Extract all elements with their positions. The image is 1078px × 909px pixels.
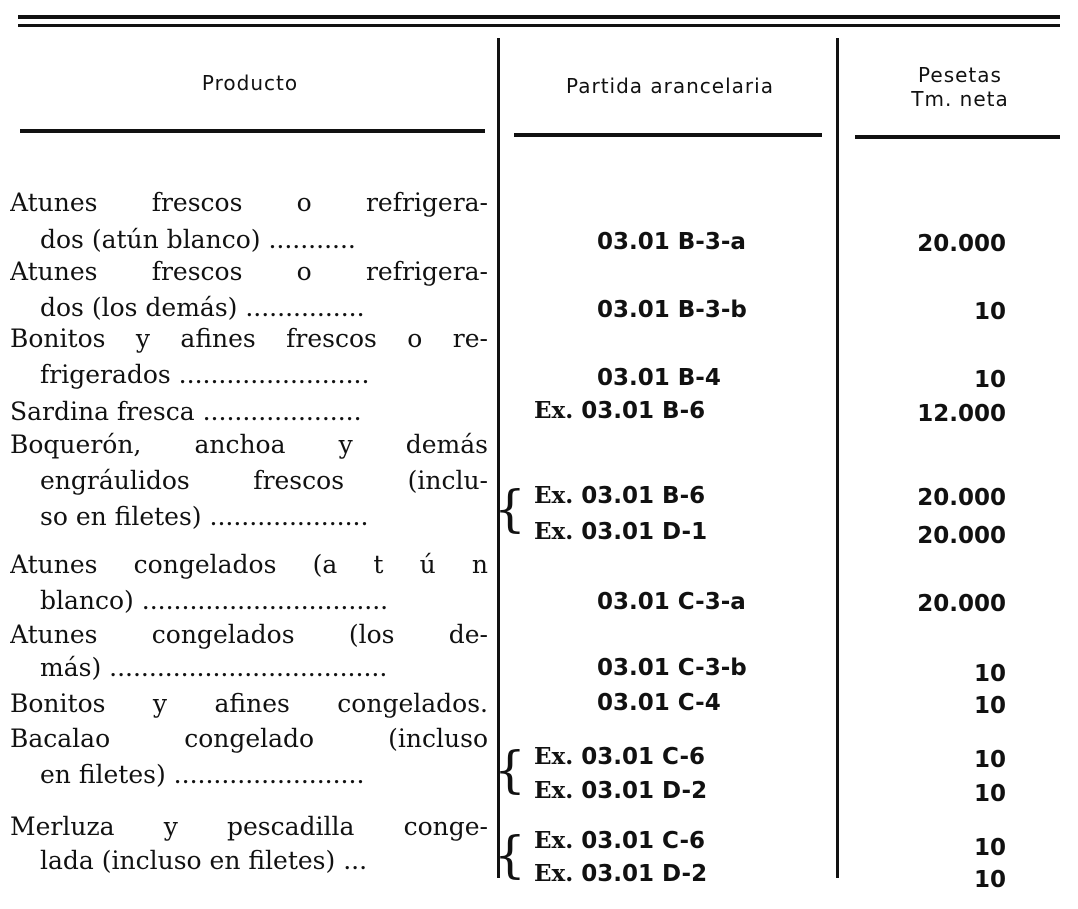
- tariff-code: [597, 654, 747, 682]
- tariff-code-text: 03.01 D-1: [581, 519, 708, 545]
- tariff-code-text: 03.01 C-3-a: [597, 589, 746, 615]
- tariff-code: [534, 777, 707, 805]
- tariff-code-text: 03.01 B-3-b: [597, 297, 747, 323]
- ex-prefix: Ex.: [534, 860, 574, 887]
- product-line: frigerados ........................: [40, 360, 370, 389]
- header-pesetas: Pesetas: [918, 63, 1002, 87]
- price-value: 10: [973, 781, 1006, 807]
- tariff-code: [534, 743, 705, 771]
- price-value: 20.000: [917, 485, 1006, 511]
- price-value: 10: [973, 693, 1006, 719]
- product-line: Bonitos y afines frescos o re-: [10, 324, 488, 353]
- tariff-code-text: 03.01 B-6: [581, 483, 706, 509]
- tariff-code-text: 03.01 D-2: [581, 861, 708, 887]
- tariff-code-text: 03.01 C-6: [581, 744, 705, 770]
- price-value: 10: [973, 299, 1006, 325]
- tariff-code-text: 03.01 B-4: [597, 365, 721, 391]
- product-line: engráulidos frescos (inclu-: [40, 466, 488, 495]
- product-line: Sardina fresca ....................: [10, 397, 362, 426]
- ex-prefix: Ex.: [534, 518, 574, 545]
- product-line: dos (los demás) ...............: [40, 293, 365, 322]
- top-rule-thick: [18, 15, 1060, 19]
- header-underline-pesetas: [855, 135, 1060, 139]
- price-value: 20.000: [917, 523, 1006, 549]
- brace-icon: {: [494, 480, 526, 538]
- tariff-code-text: 03.01 D-2: [581, 778, 708, 804]
- top-rule-thin: [18, 24, 1060, 27]
- header-product: Producto: [201, 71, 299, 95]
- tariff-code-text: 03.01 C-6: [581, 828, 705, 854]
- price-value: 10: [973, 747, 1006, 773]
- ex-prefix: Ex.: [534, 827, 574, 854]
- header-underline-product: [20, 129, 485, 133]
- tariff-code: [534, 827, 705, 855]
- tariff-code: [534, 518, 707, 546]
- price-value: 10: [973, 661, 1006, 687]
- price-value: 10: [973, 835, 1006, 861]
- product-line: blanco) ...............................: [40, 586, 389, 615]
- tariff-code: [597, 296, 747, 324]
- tariff-code: [597, 364, 721, 392]
- tariff-code: [534, 482, 705, 510]
- ex-prefix: Ex.: [534, 777, 574, 804]
- product-line: Atunes congelados (a t ú n: [10, 550, 488, 579]
- column-divider-2: [836, 38, 839, 878]
- product-line: Bonitos y afines congelados.: [10, 689, 488, 718]
- price-value: 10: [973, 867, 1006, 893]
- ex-prefix: Ex.: [534, 482, 574, 509]
- header-tm-neta: Tm. neta: [911, 87, 1009, 111]
- product-line: más) ...................................: [40, 653, 388, 682]
- product-line: dos (atún blanco) ...........: [40, 225, 356, 254]
- brace-icon: {: [494, 826, 526, 884]
- product-line: Atunes frescos o refrigera-: [10, 257, 488, 286]
- product-line: Atunes frescos o refrigera-: [10, 188, 488, 217]
- product-line: Boquerón, anchoa y demás: [10, 430, 488, 459]
- tariff-code-text: 03.01 C-4: [597, 690, 721, 716]
- product-line: Merluza y pescadilla conge-: [10, 812, 488, 841]
- header-underline-partida: [514, 133, 822, 137]
- ex-prefix: Ex.: [534, 743, 574, 770]
- price-value: 10: [973, 367, 1006, 393]
- product-line: en filetes) ........................: [40, 760, 365, 789]
- price-value: 20.000: [917, 591, 1006, 617]
- product-line: Bacalao congelado (incluso: [10, 724, 488, 753]
- ex-prefix: Ex.: [534, 397, 574, 424]
- tariff-code-text: 03.01 B-6: [581, 398, 706, 424]
- tariff-code: [534, 397, 705, 425]
- tariff-code: [597, 228, 746, 256]
- product-line: Atunes congelados (los de-: [10, 620, 488, 649]
- product-line: so en filetes) ....................: [40, 502, 369, 531]
- tariff-code-text: 03.01 C-3-b: [597, 655, 747, 681]
- product-line: lada (incluso en filetes) ...: [40, 846, 368, 875]
- tariff-code: [597, 689, 721, 717]
- header-partida: Partida arancelaria: [566, 74, 774, 98]
- tariff-code: [597, 588, 746, 616]
- brace-icon: {: [494, 741, 526, 799]
- tariff-code-text: 03.01 B-3-a: [597, 229, 746, 255]
- tariff-code: [534, 860, 707, 888]
- price-value: 12.000: [917, 401, 1006, 427]
- price-value: 20.000: [917, 231, 1006, 257]
